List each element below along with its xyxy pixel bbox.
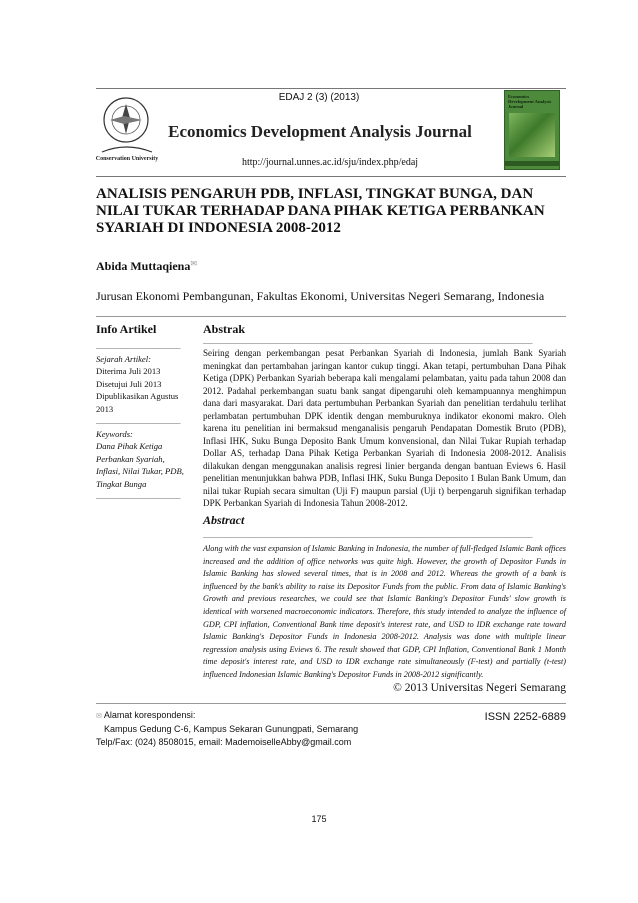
cover-bar xyxy=(505,161,559,166)
envelope-icon: ✉ xyxy=(96,713,104,720)
cover-title: Economics Development Analysis Journal xyxy=(508,94,552,109)
envelope-icon: ✉ xyxy=(190,259,198,268)
author-line xyxy=(96,259,197,274)
published-date: Dipublikasikan Agustus 2013 xyxy=(96,391,179,414)
section-rule xyxy=(96,316,566,317)
journal-title: Economics Development Analysis Journal xyxy=(168,122,472,141)
divider: ________________________ xyxy=(96,341,180,350)
copyright: © 2013 Universitas Negeri Semarang xyxy=(393,682,566,694)
article-history xyxy=(96,340,190,503)
received-date: Diterima Juli 2013 xyxy=(96,366,161,376)
divider: ________________________ xyxy=(96,416,180,425)
divider: ______________________________________________________________________________________________ xyxy=(203,530,532,539)
logo-caption: Conservation University xyxy=(96,156,158,162)
journal-url[interactable]: http://journal.unnes.ac.id/sju/index.php/edaj xyxy=(241,157,419,168)
issn: ISSN 2252-6889 xyxy=(484,711,566,723)
correspondence-address: Kampus Gedung C-6, Kampus Sekaran Gunungpati, Semarang xyxy=(104,724,359,734)
abstrak-heading: Abstrak xyxy=(203,322,246,336)
affiliation: Jurusan Ekonomi Pembangunan, Fakultas Ekonomi, Universitas Negeri Semarang, Indonesia xyxy=(96,289,545,303)
abstract-text: Along with the vast expansion of Islamic Banking in Indonesia, the number of full-fledged Islamic Bank offices increased and the addition of office networks was quite high. However, the growth of Depositor Funds in Islamic Banking has slowed several times, that is in 2008 and 2012. Whereas the growth of a bank is influenced by the bank's ability to raise its Depositor Funds from the public. From data of Islamic Banking's Growth and previous researches, we could see that Islamic Banking's Depositor Funds' slow growth is identical with worsened macroeconomic indicators. Therefore, this study intended to analyze the influence of GDP, CPI inflation, Conventional Bank time deposit's interest rate, and USD to IDR exchange rate toward Islamic Banking's Depositor Funds in Indonesia 2008-2012. Analysis was done with multiple linear regression analysis using Eviews 6. The result showed that GDP, CPI Inflation, Conventional Bank 1 Month time deposit's interest rate, and USD to IDR exchange rate simultaneously (F-test) and partially (t-test) influenced Indonesian Islamic Banking's Depositor Funds in 2008-2012 significantly. xyxy=(203,544,566,679)
header-top-rule xyxy=(96,88,566,89)
accepted-date: Disetujui Juli 2013 xyxy=(96,378,162,389)
journal-issue: EDAJ 2 (3) (2013) xyxy=(278,92,360,103)
correspondence-label: Alamat korespondensi: xyxy=(103,710,196,720)
footer-rule xyxy=(96,703,566,704)
abstrak-text: Seiring dengan perkembangan pesat Perbankan Syariah di Indonesia, jumlah Bank Syariah meningkat dan pertambahan jaringan kantor cukup tinggi. Akan tetapi, pertumbuhan Dana Pihak Ketiga (DPK) Perbankan Syariah beberapa kali mengalami pelambatan, yaitu pada tahun 2008 dan 2012. Padahal perkembangan suatu bank sangat dipengaruhi oleh kemampuannya menghimpun dana dari masyarakat. Dari data pertumbuhan Perbankan Syariah dan penelitian terdahulu terlihat perlambatan pertumbuhan DPK identik dengan memburuknya indikator ekonomi makro. Oleh karena itu penelitian ini bermaksud menganalisis pengaruh Pendapatan Domestik Bruto (PDB), Inflasi IHK, Suku Bunga Deposito Bank Umum konvensional, dan Nilai Tukar Rupiah terhadap Dollar AS, terhadap Dana Pihak Ketiga Perbankan Syariah di Indonesia 2008-2012. Analisis dilakukan dengan menggunakan analisis regresi linier berganda dengan bantuan Eviews 6. Hasil penelitian menunjukkan bahwa PDB, Inflasi IHK, Suku Bunga Deposito 1 Bulan Bank Umum, dan nilai tukar Rupiah secara simultan (Uji F) maupun parsial (Uji t) berpengaruh signifikan terhadap DPK Perbankan Syariah di Indonesia Tahun 2008-2012. xyxy=(203,348,566,508)
history-label: Sejarah Artikel: xyxy=(96,353,151,364)
cover-image xyxy=(509,113,555,157)
keywords-label: Keywords: xyxy=(96,428,133,439)
correspondence-contact: Telp/Fax: (024) 8508015, email: MademoiselleAbby@gmail.com xyxy=(96,737,352,747)
author-name: Abida Muttaqiena xyxy=(96,259,191,273)
journal-cover-thumbnail xyxy=(504,90,560,170)
abstract-heading: Abstract xyxy=(203,513,245,527)
info-artikel-heading: Info Artikel xyxy=(96,322,157,336)
divider: ______________________________________________________________________________________________ xyxy=(203,336,532,345)
header-bottom-rule xyxy=(96,176,566,177)
page-number: 175 xyxy=(311,814,327,824)
article-title: ANALISIS PENGARUH PDB, INFLASI, TINGKAT BUNGA, DAN NILAI TUKAR TERHADAP DANA PIHAK KETIGA PERBANKAN SYARIAH DI INDONESIA 2008-2012 xyxy=(96,186,545,236)
correspondence xyxy=(96,709,426,749)
divider: ________________________ xyxy=(96,491,180,500)
keywords: Dana Pihak Ketiga Perbankan Syariah, Inflasi, Nilai Tukar, PDB, Tingkat Bunga xyxy=(96,441,184,489)
